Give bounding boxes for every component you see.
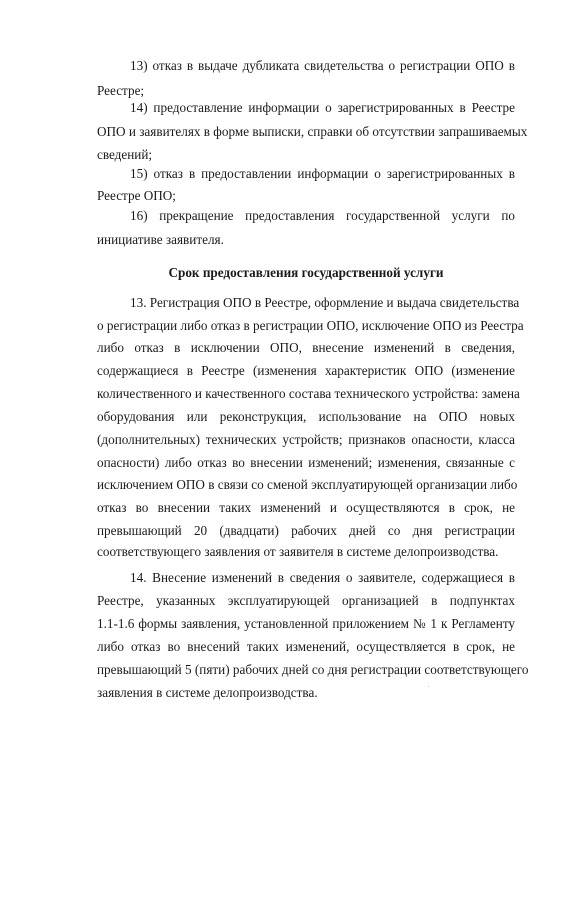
item-13-line-1: 13) отказ в выдаче дубликата свидетельства о регистрации ОПО в — [130, 58, 515, 73]
paragraph-13-line-4: содержащиеся в Реестре (изменения характеристик ОПО (изменение — [97, 363, 515, 378]
paragraph-13-line-8: опасности) либо отказ во внесении изменений; изменения, связанные с — [97, 455, 515, 470]
section-heading: Срок предоставления государственной услуги — [168, 265, 444, 280]
item-15-line-1: 15) отказ в предоставлении информации о зарегистрированных в — [130, 166, 515, 181]
paragraph-14-line-1: 14. Внесение изменений в сведения о заявителе, содержащиеся в — [130, 570, 515, 585]
item-14-line-2: ОПО и заявителях в форме выписки, справки об отсутствии запрашиваемых — [97, 124, 528, 139]
item-15-line-2: Реестре ОПО; — [97, 188, 176, 203]
paragraph-14-line-4: либо отказ во внесений таких изменений, осуществляется в срок, не — [97, 639, 515, 654]
paragraph-13-line-5: количественного и качественного состава технического устройства: замена — [97, 386, 520, 401]
item-14-line-1: 14) предоставление информации о зарегистрированных в Реестре — [130, 100, 515, 115]
paragraph-13-line-12: соответствующего заявления от заявителя в системе делопроизводства. — [97, 544, 499, 559]
paragraph-14-line-3: 1.1-1.6 формы заявления, установленной приложением № 1 к Регламенту — [97, 616, 515, 631]
paragraph-13-line-1: 13. Регистрация ОПО в Реестре, оформление и выдача свидетельства — [130, 295, 520, 310]
paragraph-13-line-7: (дополнительных) технических устройств; признаков опасности, класса — [97, 432, 515, 447]
item-16-line-2: инициативе заявителя. — [97, 232, 224, 247]
paragraph-13-line-11: превышающий 20 (двадцати) рабочих дней со дня регистрации — [97, 523, 515, 538]
paragraph-14-line-2: Реестре, указанных эксплуатирующей организацией в подпунктах — [97, 593, 515, 608]
item-13-line-2: Реестре; — [97, 83, 145, 98]
item-16-line-1: 16) прекращение предоставления государственной услуги по — [130, 208, 515, 223]
paragraph-13-line-6: оборудования или реконструкция, использование на ОПО новых — [97, 409, 515, 424]
scan-speck — [428, 686, 429, 687]
paragraph-13-line-9: исключением ОПО в связи со сменой эксплуатирующей организации либо — [97, 477, 518, 492]
paragraph-13-line-2: о регистрации либо отказ в регистрации ОПО, исключение ОПО из Реестра — [97, 318, 524, 333]
paragraph-13-line-3: либо отказ в исключении ОПО, внесение изменений в сведения, — [97, 340, 515, 355]
paragraph-13-line-10: отказ во внесении таких изменений и осуществляются в срок, не — [97, 500, 515, 515]
paragraph-14-line-6: заявления в системе делопроизводства. — [97, 685, 318, 700]
item-14-line-3: сведений; — [97, 147, 153, 162]
paragraph-14-line-5: превышающий 5 (пяти) рабочих дней со дня регистрации соответствующего — [97, 662, 529, 677]
